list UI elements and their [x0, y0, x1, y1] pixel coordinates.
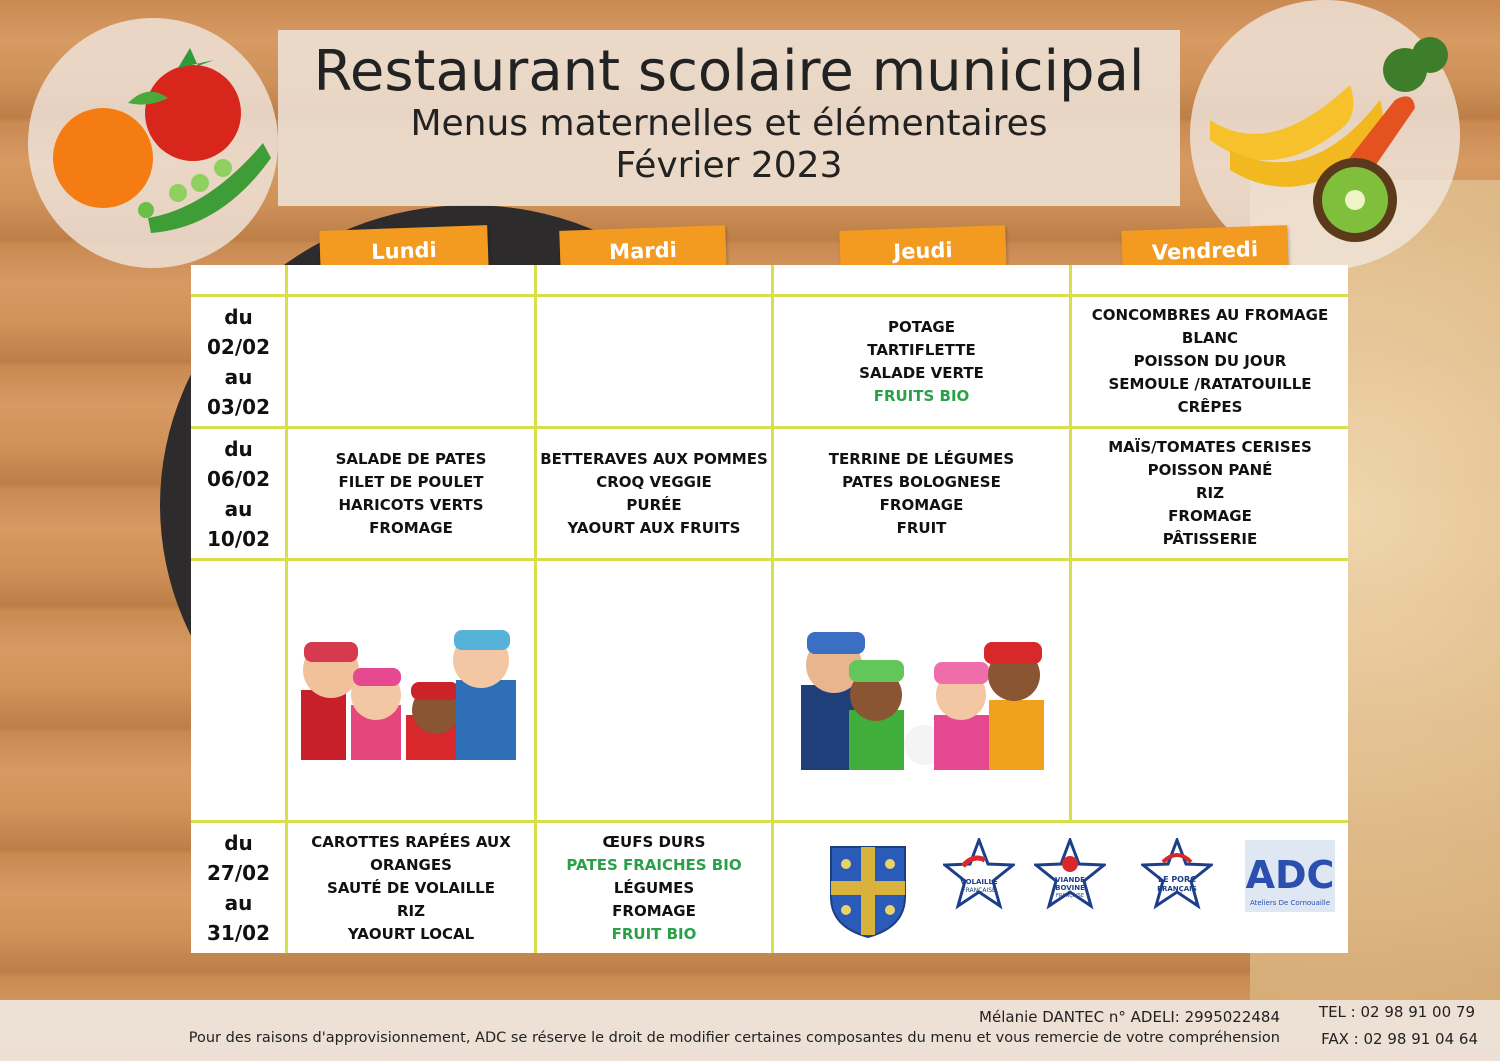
- page-title: Restaurant scolaire municipal: [313, 39, 1145, 104]
- fruits-left-icon: [28, 18, 278, 268]
- day-tab-jeudi: Jeudi: [839, 225, 1007, 277]
- dietitian-info: Mélanie DANTEC n° ADELI: 2995022484: [979, 1008, 1280, 1026]
- fruits-illustration-left: [28, 18, 278, 268]
- week-1-dates: du 02/02 au 03/02: [207, 304, 270, 419]
- menu-table: [191, 265, 1348, 953]
- volaille-label-line-1: VOLAILLE: [960, 878, 998, 886]
- porc-francais-star-icon: [1141, 838, 1213, 910]
- day-tab-lundi: Lundi: [319, 225, 489, 277]
- footer: [0, 1000, 1500, 1061]
- winter-kids-illustration-right: [799, 610, 1044, 770]
- day-tab-mardi: Mardi: [559, 225, 727, 277]
- page-subtitle: Menus maternelles et élémentaires: [410, 103, 1048, 144]
- porc-label-line-2: FRANÇAIS: [1157, 885, 1197, 893]
- page-period: Février 2023: [615, 145, 843, 186]
- adc-logo-icon: [1245, 840, 1335, 912]
- bovine-label-line-3: FRANÇAISE: [1055, 893, 1085, 899]
- porc-label-line-1: LE PORC: [1157, 875, 1197, 884]
- week-2-dates: du 06/02 au 10/02: [207, 436, 270, 551]
- week-2-vendredi-menu: MAÏS/TOMATES CERISES POISSON PANÉ RIZ FROMAGE PÂTISSERIE: [1108, 438, 1312, 548]
- disclaimer: Pour des raisons d'approvisionnement, ADC se réserve le droit de modifier certaines composantes du menu et vous remercie de votre compréhension: [188, 1030, 1280, 1046]
- week-2-mardi-menu: BETTERAVES AUX POMMES CROQ VEGGIE PURÉE YAOURT AUX FRUITS: [540, 449, 768, 537]
- header: [278, 30, 1180, 206]
- bovine-label-line-2: BOVINE: [1055, 884, 1085, 892]
- fax-number: FAX : 02 98 91 04 64: [1321, 1030, 1478, 1048]
- viande-bovine-francaise-star-icon: [1034, 838, 1106, 910]
- municipal-coat-of-arms-icon: [829, 845, 907, 939]
- phone-number: TEL : 02 98 91 00 79: [1318, 1003, 1475, 1021]
- volaille-francaise-star-icon: [943, 838, 1015, 910]
- week-3-lundi-menu: CAROTTES RAPÉES AUX ORANGES SAUTÉ DE VOLAILLE RIZ YAOURT LOCAL: [311, 832, 511, 943]
- week-3-mardi-menu: ŒUFS DURS PATES FRAICHES BIO LÉGUMES FROMAGE FRUIT BIO: [566, 832, 742, 943]
- week-1-vendredi-menu: CONCOMBRES AU FROMAGE BLANC POISSON DU JOUR SEMOULE /RATATOUILLE CRÊPES: [1091, 306, 1329, 416]
- day-tab-vendredi: Vendredi: [1121, 225, 1289, 277]
- week-3-dates: du 27/02 au 31/02: [207, 831, 270, 945]
- volaille-label-line-2: FRANÇAISE: [962, 887, 996, 894]
- winter-kids-illustration-left: [296, 620, 521, 760]
- week-1-jeudi-menu: POTAGE TARTIFLETTE SALADE VERTE FRUITS BIO: [859, 317, 984, 405]
- bovine-label-line-1: VIANDE: [1055, 876, 1085, 884]
- adc-logo-mark: ADC: [1245, 853, 1335, 897]
- adc-logo-caption: Ateliers De Cornouaille: [1249, 899, 1331, 907]
- week-2-jeudi-menu: TERRINE DE LÉGUMES PATES BOLOGNESE FROMAGE FRUIT: [828, 449, 1015, 537]
- week-2-lundi-menu: SALADE DE PATES FILET DE POULET HARICOTS VERTS FROMAGE: [335, 449, 487, 537]
